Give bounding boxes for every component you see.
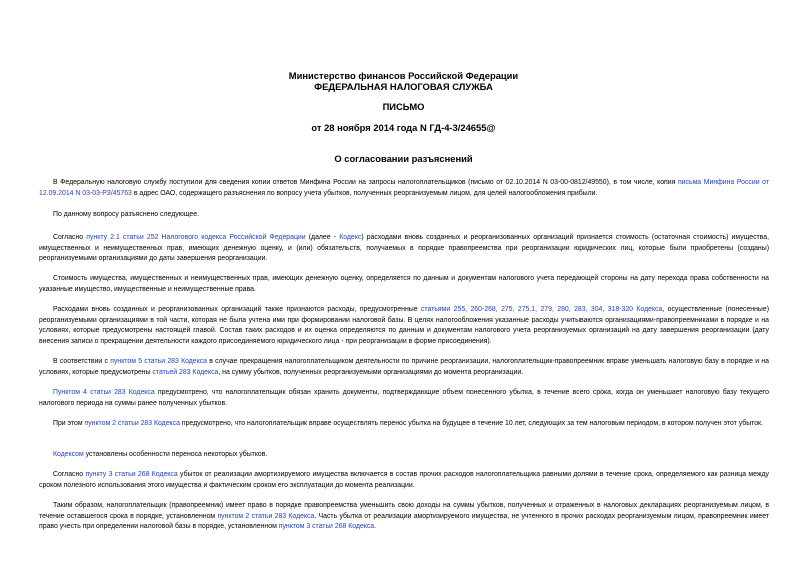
law-reference-link[interactable]: Кодексом	[53, 451, 84, 458]
law-reference-link[interactable]: Кодекс	[339, 234, 362, 241]
law-reference-link[interactable]: статьями 255, 260-268, 275, 275.1, 279, 280, 283, 304, 318-320 Кодекса	[420, 306, 663, 313]
paragraph-text: ) расходами вновь созданных и реорганизованных организаций признается стоимость (остаточная стоимость) имущества, имущественных и неимущественных прав, имеющих денежную оценку, и (или) обязательств, получаемых в порядке правопреемства при реорганизации юридических лиц, которые были приобретены (созданы) реорганизуемыми организациями до даты завершения реорганизации.	[39, 234, 769, 263]
ministry-title: Министерство финансов Российской Федерации	[288, 70, 519, 81]
law-reference-link[interactable]: пунктом 2 статьи 283 Кодекса	[84, 420, 180, 427]
paragraph-10	[39, 470, 769, 491]
law-reference-link[interactable]: пунктом 5 статьи 283 Кодекса	[110, 358, 207, 365]
law-reference-link[interactable]: статьей 283 Кодекса	[152, 368, 219, 376]
paragraph-text: в случае прекращения налогоплательщиком деятельности по причине реорганизации, налогоплательщик-правопреемник вправе уменьшать налоговую базу в порядке и на условиях, которые предусмотрены	[39, 358, 769, 376]
paragraph-text: Согласно	[53, 234, 87, 241]
paragraph-text: При этом	[53, 420, 85, 427]
service-title: ФЕДЕРАЛЬНАЯ НАЛОГОВАЯ СЛУЖБА	[314, 81, 493, 92]
law-reference-link[interactable]: пунктом 2 статьи 283 Кодекса	[217, 512, 315, 520]
paragraph-text: Согласно	[53, 471, 86, 478]
paragraph-1	[39, 178, 769, 199]
paragraph-text: В соответствии с	[53, 358, 111, 365]
paragraph-2	[39, 210, 769, 221]
law-reference-link[interactable]: письма Минфина России от 12.09.2014 N 03-03-РЗ/45763	[39, 179, 769, 197]
paragraph-text: установлены особенности переноса некоторых убытков.	[83, 451, 268, 458]
paragraph-text: (далее -	[305, 234, 340, 241]
paragraph-3	[39, 233, 769, 265]
document-subject: О согласовании разъяснений	[334, 153, 473, 164]
paragraph-text: убыток от реализации амортизируемого имущества включается в состав прочих расходов налогоплательщика равными долями в течение срока, определяемого как разница между сроком полезного использования этого имущества и фактическим сроком его эксплуатации до момента реализации.	[39, 471, 769, 489]
paragraph-9	[39, 450, 769, 461]
paragraph-text: Стоимость имущества, имущественных и неимущественных прав, имеющих денежную оценку, определяется по данным и документам налогового учета передающей стороны на дату перехода права собственности на указанные имущество, имущественные и неимущественные права.	[39, 275, 769, 293]
paragraph-text: Расходами вновь созданных и реорганизованных организаций также признаются расходы, предусмотренные	[53, 306, 421, 313]
law-reference-link[interactable]: пункту 3 статьи 268 Кодекса	[85, 471, 178, 478]
paragraph-text: , на сумму убытков, полученных реорганизуемыми организациями до момента реорганизации.	[218, 368, 524, 376]
paragraph-text: предусмотрено, что налогоплательщик вправе осуществлять перенос убытка на будущее в течение 10 лет, следующих за тем налоговым периодом, в котором получен этот убыток.	[179, 420, 763, 427]
paragraph-text: , осуществленные (понесенные) реорганизуемыми организациями в той части, которая не была учтена ими при формировании налоговой базы. В целях налогообложения указанные расходы учитываются организациями-правопреемниками в порядке и на условиях, которые предусмотрены настоящей главой. Состав таких расходов и их оценка определяются по данным и документам налогового учета реорганизуемых организаций на дату завершения реорганизации (дату внесения записи о прекращении деятельности каждого присоединяемого юридического лица - при реорганизации в форме присоединения).	[39, 306, 769, 345]
paragraph-text: в адрес ОАО, содержащего разъяснения по вопросу учета убытков, полученных реорганизуемым лицом, для целей налогообложения прибыли.	[131, 189, 598, 197]
paragraph-text: По данному вопросу разъяснено следующее.	[53, 211, 200, 218]
paragraph-text: . Часть убытка от реализации амортизируемого имущества, не учтенного в прочих расходах реорганизуемым лицом, правопреемник имеет право учесть при определении налоговой базы в порядке, установленном	[39, 512, 769, 531]
paragraph-text: предусмотрено, что налогоплательщик обязан хранить документы, подтверждающие объем понесенного убытка, в течение всего срока, когда он уменьшает налоговую базу текущего налогового периода на суммы ранее полученных убытков.	[39, 389, 769, 407]
document-number: от 28 ноября 2014 года N ГД-4-3/24655@	[311, 122, 496, 133]
paragraph-text: Таким образом, налогоплательщик (правопреемник) имеет право в порядке правопреемства уменьшить свою доходы на суммы убытков, полученных и отраженных в налоговых декларациях реорганизуемым лицом, в течение оставшегося срока в порядке, установленном	[39, 502, 769, 520]
paragraph-4	[39, 274, 769, 295]
paragraph-text: .	[374, 523, 377, 531]
document-type: ПИСЬМО	[382, 101, 425, 112]
paragraph-11	[39, 501, 769, 533]
paragraph-6	[39, 357, 769, 378]
law-reference-link[interactable]: пункту 2.1 статьи 252 Налогового кодекса Российской Федерации	[86, 234, 306, 241]
law-reference-link[interactable]: Пунктом 4 статьи 283 Кодекса	[53, 389, 155, 396]
law-reference-link[interactable]: пунктом 3 статьи 268 Кодекса	[278, 523, 375, 531]
paragraph-7	[39, 388, 769, 409]
paragraph-5	[39, 305, 769, 347]
paragraph-text: В Федеральную налоговую службу поступили для сведения копии ответов Минфина России на запросы налогоплательщиков (письмо от 02.10.2014 N 03-00-0812/49550), в том числе, копия	[53, 179, 678, 186]
paragraph-8	[39, 419, 769, 430]
